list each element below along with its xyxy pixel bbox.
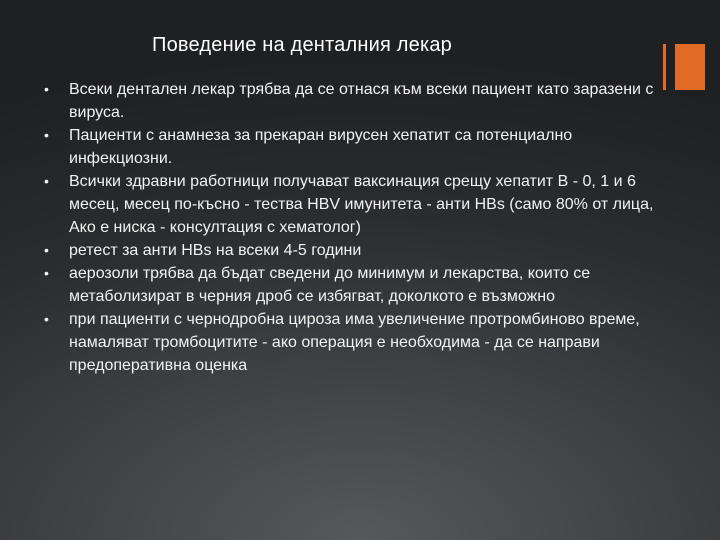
bullet-icon: • — [44, 173, 49, 189]
bullet-item — [44, 124, 664, 170]
bullet-icon: • — [44, 242, 49, 258]
bullet-icon: • — [44, 265, 49, 281]
bullet-item — [44, 170, 664, 239]
bullet-text: Всички здравни работници получават ваксинация срещу хепатит В - 0, 1 и 6 месец, месец по-късно - тества HBV имунитета - анти HBs (само 80% от лица, Ако е ниска - консултация с хематолог) — [69, 173, 654, 236]
accent-block — [675, 44, 705, 90]
bullet-text: Пациенти с анамнеза за прекаран вирусен хепатит са потенциално инфекциозни. — [69, 127, 573, 167]
bullet-text: аерозоли трябва да бъдат сведени до минимум и лекарства, които се метаболизират в черния дроб се избягват, доколкото е възможно — [69, 265, 591, 305]
slide-title: Поведение на денталния лекар — [152, 34, 452, 56]
bullet-item — [44, 78, 664, 124]
bullet-icon: • — [44, 81, 49, 97]
bullet-item — [44, 262, 664, 308]
bullet-item — [44, 308, 664, 377]
bullet-text: ретест за анти HBs на всеки 4-5 години — [69, 242, 362, 259]
bullet-icon: • — [44, 127, 49, 143]
bullet-text: при пациенти с чернодробна цироза има увеличение протромбиново време, намаляват тромбоцитите - ако операция е необходима - да се направи предоперативна оценка — [69, 311, 640, 374]
bullet-icon: • — [44, 311, 49, 327]
bullet-item — [44, 239, 664, 262]
accent-decoration — [663, 44, 705, 90]
bullet-text: Всеки дентален лекар трябва да се отнася към всеки пациент като заразени с вируса. — [69, 81, 654, 121]
bullet-list — [44, 78, 664, 377]
